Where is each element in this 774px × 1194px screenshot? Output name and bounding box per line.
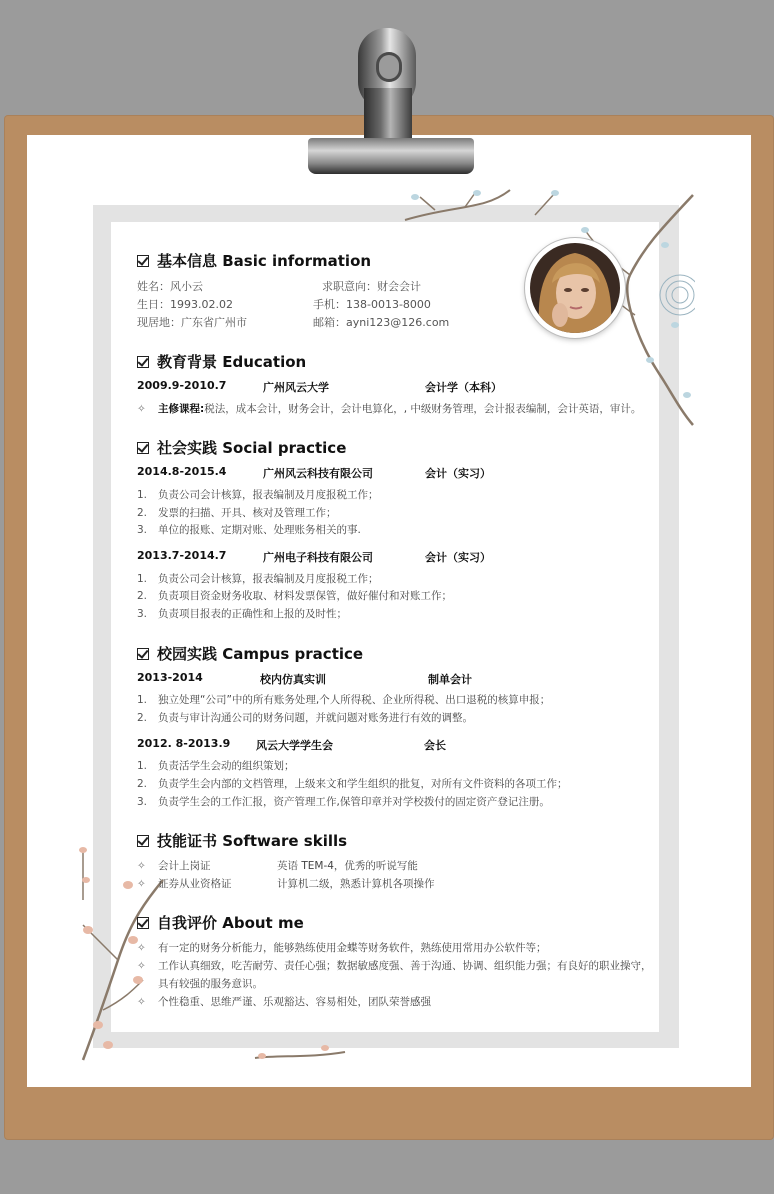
address-field: 现居地：广东省广州市 (137, 316, 247, 329)
job-role: 会长 (424, 739, 446, 752)
section-title: 校园实践 Campus practice (157, 645, 364, 663)
diamond-bullet-icon: ✧ (137, 878, 146, 890)
section-title: 技能证书 Software skills (157, 832, 348, 850)
job-period: 2012. 8-2013.9 (137, 737, 231, 750)
list-item: 3. 单位的报账、定期对账、处理账务相关的事. (137, 524, 361, 536)
phone-field: 手机：138-0013-8000 (313, 298, 431, 311)
section-campus-practice (137, 643, 363, 664)
courses-label: 主修课程: (158, 403, 205, 415)
list-item: 2. 负责与审计沟通公司的财务问题，并就问题对账务进行有效的调整。 (137, 712, 473, 724)
edu-period: 2009.9-2010.7 (137, 379, 227, 392)
job-company: 风云大学学生会 (256, 739, 333, 752)
diamond-bullet-icon: ✧ (137, 996, 146, 1008)
check-icon (137, 917, 149, 929)
list-item: 2. 负责学生会内部的文档管理，上级来文和学生组织的批复，对所有文件资料的各项工作； (137, 778, 568, 790)
skill-row: ✧ 证券从业资格证 计算机二级，熟悉计算机各项操作 (137, 878, 435, 890)
diamond-bullet-icon: ✧ (137, 942, 146, 954)
edu-major: 会计学（本科） (425, 381, 502, 394)
job-company: 广州风云科技有限公司 (263, 467, 373, 480)
check-icon (137, 648, 149, 660)
email-field: 邮箱：ayni123@126.com (313, 316, 450, 329)
section-title: 自我评价 About me (157, 914, 304, 932)
diamond-bullet-icon: ✧ (137, 403, 146, 415)
edu-school: 广州风云大学 (263, 381, 329, 394)
diamond-bullet-icon: ✧ (137, 960, 146, 972)
section-about-me (137, 912, 304, 933)
check-icon (137, 835, 149, 847)
job-period: 2013-2014 (137, 671, 203, 684)
birth-field: 生日：1993.02.02 (137, 298, 233, 311)
section-title: 教育背景 Education (157, 353, 307, 371)
section-basic-info (137, 250, 371, 271)
section-skills (137, 830, 347, 851)
job-role: 会计（实习） (425, 551, 491, 564)
diamond-bullet-icon: ✧ (137, 860, 146, 872)
list-item: 3. 负责项目报表的正确性和上报的及时性； (137, 608, 347, 620)
job-period: 2014.8-2015.4 (137, 465, 227, 478)
courses-text: 税法，成本会计，财务会计，会计电算化，, 中级财务管理，会计报表编制，会计英语，审计。 (204, 403, 642, 415)
skill-row: ✧ 会计上岗证 英语 TEM-4，优秀的听说写能 (137, 860, 418, 872)
list-item: 1. 负责公司会计核算，报表编制及月度报税工作； (137, 573, 379, 585)
job-role: 会计（实习） (425, 467, 491, 480)
section-title: 基本信息 Basic information (157, 252, 372, 270)
check-icon (137, 255, 149, 267)
edu-courses (137, 401, 641, 416)
list-item: 2. 发票的扫描、开具、核对及管理工作； (137, 507, 337, 519)
check-icon (137, 356, 149, 368)
job-role: 制单会计 (428, 673, 472, 686)
list-item: 3. 负责学生会的工作汇报，资产管理工作,保管印章并对学校拨付的固定资产登记注册。 (137, 796, 550, 808)
section-title: 社会实践 Social practice (157, 439, 347, 457)
list-item: 1. 负责活学生会动的组织策划； (137, 760, 295, 772)
about-line: ✧ 有一定的财务分析能力，能够熟练使用金蝶等财务软件，熟练使用常用办公软件等； (137, 942, 547, 954)
section-social-practice (137, 437, 346, 458)
check-icon (137, 442, 149, 454)
job-company: 广州电子科技有限公司 (263, 551, 373, 564)
section-education (137, 351, 306, 372)
about-line: ✧ 个性稳重、思维严谨、乐观豁达、容易相处，团队荣誉感强 (137, 996, 431, 1008)
job-company: 校内仿真实训 (260, 673, 326, 686)
list-item: 2. 负责项目资金财务收取、材料发票保管，做好催付和对账工作； (137, 590, 452, 602)
about-line: 具有较强的服务意识。 (158, 978, 263, 990)
objective-field: 求职意向：财会会计 (322, 280, 421, 293)
job-period: 2013.7-2014.7 (137, 549, 227, 562)
list-item: 1. 独立处理“公司”中的所有账务处理,个人所得税、企业所得税、出口退税的核算申报； (137, 694, 551, 706)
about-line: ✧ 工作认真细致，吃苦耐劳、责任心强；数据敏感度强、善于沟通、协调、组织能力强；有良好的职业操守， (137, 960, 652, 972)
name-field: 姓名：风小云 (137, 280, 203, 293)
list-item: 1. 负责公司会计核算，报表编制及月度报税工作； (137, 489, 379, 501)
